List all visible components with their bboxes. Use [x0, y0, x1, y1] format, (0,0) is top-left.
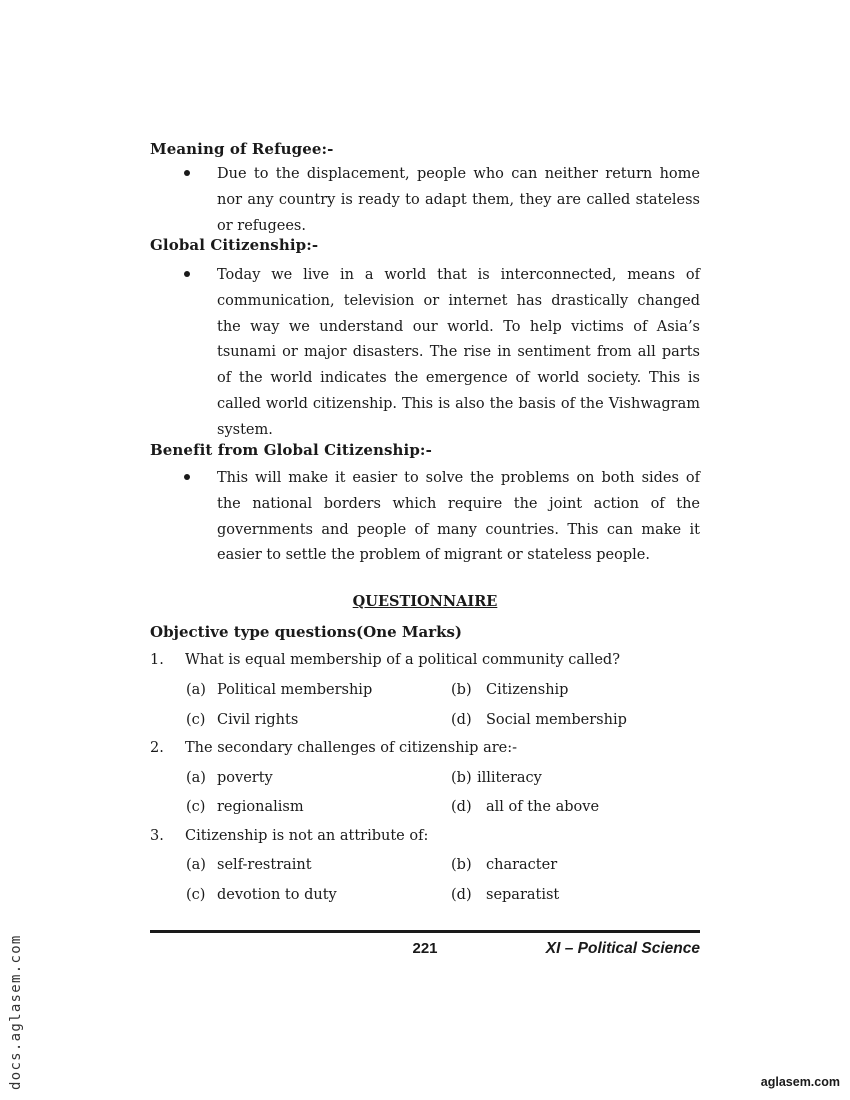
option-2c	[186, 799, 304, 815]
question-number: 2.	[150, 740, 164, 756]
brand-link[interactable]: aglasem.com	[760, 1075, 840, 1089]
question-text: Citizenship is not an attribute of:	[185, 828, 429, 844]
option-3d	[451, 887, 559, 903]
question-number: 3.	[150, 828, 164, 844]
option-label: (b)	[451, 857, 472, 873]
option-text: all of the above	[486, 799, 600, 815]
option-text: poverty	[217, 770, 273, 786]
option-text: illiteracy	[477, 770, 542, 786]
option-1c	[186, 712, 298, 728]
bullet-text: This will make it easier to solve the problems on both sides of the national borders which require the joint action of the governments and people of many countries. This can make it easier to settle the problem of migrant or stateless people.	[217, 470, 700, 564]
option-2d	[451, 799, 599, 815]
option-label: (c)	[186, 887, 206, 903]
option-text: self-restraint	[217, 857, 312, 873]
questionnaire-title: QUESTIONNAIRE	[352, 593, 498, 610]
option-text: regionalism	[217, 799, 304, 815]
bullet-dot-icon	[184, 271, 190, 277]
option-label: (a)	[186, 857, 206, 873]
option-label: (b)	[451, 770, 472, 786]
option-3a	[186, 857, 312, 873]
option-2b	[451, 770, 542, 786]
bullet-item	[150, 162, 700, 234]
option-label: (d)	[451, 887, 472, 903]
option-3b	[451, 857, 557, 873]
question-number: 1.	[150, 652, 164, 668]
option-label: (b)	[451, 682, 472, 698]
bullet-dot-icon	[184, 474, 190, 480]
option-label: (d)	[451, 799, 472, 815]
option-label: (a)	[186, 770, 206, 786]
option-2a	[186, 770, 273, 786]
option-text: character	[486, 857, 558, 873]
option-1a	[186, 682, 372, 698]
option-text: Civil rights	[217, 712, 299, 728]
question-text: What is equal membership of a political community called?	[185, 652, 620, 668]
section-heading-global-citizenship: Global Citizenship:-	[150, 236, 319, 254]
footer-divider	[150, 930, 700, 933]
bullet-item	[150, 466, 700, 570]
option-text: Social membership	[486, 712, 627, 728]
side-url-link[interactable]: docs.aglasem.com	[8, 934, 24, 1090]
section-heading-refugee: Meaning of Refugee:-	[150, 140, 334, 158]
option-label: (c)	[186, 712, 206, 728]
option-text: separatist	[486, 887, 560, 903]
bullet-text: Today we live in a world that is interconnected, means of communication, television or internet has drastically changed the way we understand our world. To help victims of Asia’s tsunami or major disasters. The rise in sentiment from all parts of the world indicates the emergence of world society. This is called world citizenship. This is also the basis of the Vishwagram system.	[217, 267, 700, 438]
option-1b	[451, 682, 568, 698]
option-3c	[186, 887, 337, 903]
option-text: devotion to duty	[217, 887, 337, 903]
bullet-dot-icon	[184, 170, 190, 176]
bullet-item	[150, 263, 700, 438]
question-text: The secondary challenges of citizenship are:-	[185, 740, 518, 756]
option-text: Political membership	[217, 682, 373, 698]
option-1d	[451, 712, 627, 728]
bullet-text: Due to the displacement, people who can neither return home nor any country is ready to adapt them, they are called stateless or refugees.	[217, 166, 700, 234]
option-label: (d)	[451, 712, 472, 728]
book-title: XI – Political Science	[545, 940, 700, 957]
section-heading-benefit: Benefit from Global Citizenship:-	[150, 441, 432, 459]
questionnaire-subheading: Objective type questions(One Marks)	[150, 623, 463, 641]
page-number: 221	[412, 940, 438, 957]
option-label: (a)	[186, 682, 206, 698]
option-text: Citizenship	[486, 682, 569, 698]
option-label: (c)	[186, 799, 206, 815]
